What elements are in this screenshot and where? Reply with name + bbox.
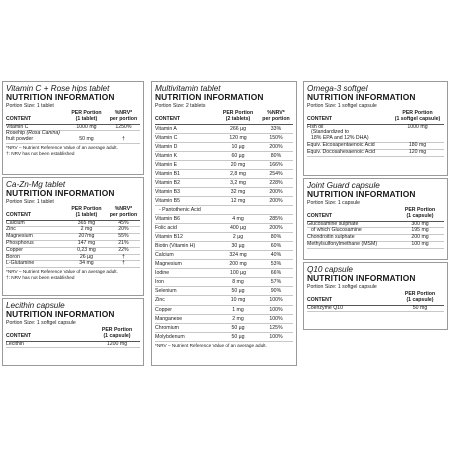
portion-size: Portion Size: 1 softgel capsule — [307, 103, 377, 109]
panel-multivitamin — [151, 81, 297, 366]
panel-joint-guard — [303, 178, 448, 260]
col-nrv: %NRV* per portion — [109, 110, 138, 122]
portion-size: Portion Size: 1 tablet — [6, 199, 54, 205]
portion-size: Portion Size: 1 capsule — [307, 200, 361, 206]
table-row: Vitamin B6 4 mg 285% — [155, 215, 293, 224]
table-row: Iron 8 mg 57% — [155, 278, 293, 287]
table-row: Methylsulfonylmethane (MSM) 100 mg — [307, 242, 444, 249]
table-row: Vitamin D 10 µg 200% — [155, 143, 293, 152]
table-row: Calcium 324 mg 40% — [155, 251, 293, 260]
table-row: Chondroitin sulphate 200 mg — [307, 235, 444, 242]
table-row: Copper 0,23 mg 22% — [6, 248, 140, 255]
table-row: Coenzyme Q10 50 mg — [307, 306, 444, 313]
table-row: of which Glucosamine 195 mg — [307, 228, 444, 235]
table-row: Vitamin A 266 µg 33% — [155, 125, 293, 134]
table-row: Magnesium 200 mg 53% — [155, 260, 293, 269]
table-body — [155, 125, 293, 342]
table-header — [6, 111, 140, 125]
table-row: Equiv. Docosahexaenoic Acid 120 mg — [307, 150, 444, 157]
table-row: Vitamin B2 3,2 mg 228% — [155, 179, 293, 188]
table-row: Zinc 10 mg 100% — [155, 296, 293, 305]
nutrition-table — [6, 111, 140, 144]
table-row: Copper 1 mg 100% — [155, 306, 293, 315]
footnote: *NRV – Nutrient Reference Value of an average adult. †: NRV has not been established — [6, 269, 118, 280]
table-row: Vitamin C 1000 mg 1250% — [6, 125, 140, 132]
panel-title: Vitamin C + Rose hips tablet — [6, 84, 110, 93]
table-row: Vitamin E 20 mg 166% — [155, 161, 293, 170]
table-header: CONTENT PER Portion (1 capsule) — [307, 292, 444, 306]
panel-title: Omega-3 softgel — [307, 84, 368, 93]
table-row: Vitamin C 120 mg 150% — [155, 134, 293, 143]
panel-heading: NUTRITION INFORMATION — [6, 92, 115, 102]
table-header: CONTENT PER Portion (1 capsule) — [6, 328, 140, 342]
col-content: CONTENT — [6, 115, 32, 122]
panel-omega-3 — [303, 81, 448, 176]
panel-heading: NUTRITION INFORMATION — [155, 92, 264, 102]
table-row: Selenium 50 µg 90% — [155, 287, 293, 296]
nutrition-table — [307, 111, 444, 157]
table-header: CONTENT PER Portion (1 capsule) — [307, 208, 444, 222]
table-row: Glucosamine sulphate 300 mg — [307, 222, 444, 229]
nutrition-table — [155, 111, 293, 342]
table-row: Vitamin B12 2 µg 80% — [155, 233, 293, 242]
table-row: Equiv. Eicosapentaenoic Acid 180 mg — [307, 143, 444, 150]
footnote: *NRV – Nutrient Reference Value of an average adult. †: NRV has not been established — [6, 144, 118, 156]
table-row: Vitamin B1 2,8 mg 254% — [155, 170, 293, 179]
panel-title: Joint Guard capsule — [307, 181, 380, 190]
nutrition-table — [307, 208, 444, 249]
nutrition-table — [307, 292, 444, 312]
table-row: Biotin (Vitamin H) 30 µg 60% — [155, 242, 293, 251]
table-row: Vitamin B3 32 mg 200% — [155, 188, 293, 197]
table-row: Boron 26 µg † — [6, 255, 140, 262]
portion-size: Portion Size: 1 softgel capsule — [6, 320, 76, 326]
nutrition-table — [6, 328, 140, 348]
panel-q10 — [303, 262, 448, 330]
portion-size: Portion Size: 1 tablet — [6, 103, 54, 109]
table-row: Molybdenum 50 µg 100% — [155, 333, 293, 342]
table-row: Chromium 50 µg 125% — [155, 324, 293, 333]
panel-heading: NUTRITION INFORMATION — [6, 309, 115, 319]
col-per-portion: PER Portion (1 tablet) — [71, 110, 102, 122]
table-row: L-Glutamine 34 mg † — [6, 261, 140, 268]
footnote: *NRV – Nutrient Reference Value of an average adult. — [155, 342, 267, 348]
panel-ca-zn-mg — [2, 177, 144, 296]
panel-heading: NUTRITION INFORMATION — [6, 188, 115, 198]
panel-lecithin — [2, 298, 144, 366]
panel-vitamin-c — [2, 81, 144, 175]
panel-title: Lecithin capsule — [6, 301, 65, 310]
panel-heading: NUTRITION INFORMATION — [307, 273, 416, 283]
table-row: Iodine 100 µg 66% — [155, 269, 293, 278]
table-row: Magnesium 207mg 55% — [6, 234, 140, 241]
portion-size: Portion Size: 1 softgel capsule — [307, 284, 377, 290]
table-row: Phosphorus 147 mg 21% — [6, 241, 140, 248]
table-header: CONTENT PER Portion (1 softgel capsule) — [307, 111, 444, 125]
portion-size: Portion Size: 2 tablets — [155, 103, 206, 109]
panel-heading: NUTRITION INFORMATION — [307, 92, 416, 102]
table-row: Vitamin K 60 µg 80% — [155, 152, 293, 161]
table-row: Lecithin 1200 mg — [6, 342, 140, 349]
table-row: Rosehip (Rosa Canina) fruit powder 50 mg † — [6, 131, 140, 144]
table-row: Calcium 365 mg 45% — [6, 221, 140, 228]
table-row: Vitamin B5 12 mg 200% — [155, 197, 293, 206]
nutrition-table — [6, 207, 140, 268]
table-header: CONTENT PER Portion (2 tablets) %NRV* per portion — [155, 111, 293, 125]
panel-title: Ca-Zn-Mg tablet — [6, 180, 66, 189]
table-row: Folic acid 400 µg 200% — [155, 224, 293, 233]
panel-title: Q10 capsule — [307, 265, 353, 274]
table-row: Manganese 2 mg 100% — [155, 315, 293, 324]
table-row: - Pantothenic Acid — [155, 206, 293, 215]
table-row: Fish oil (Standardized to 18% EPA and 12% DHA) 1000 mg — [307, 125, 444, 143]
table-row: Zinc 2 mg 20% — [6, 227, 140, 234]
panel-title: Multivitamin tablet — [155, 84, 221, 93]
panel-heading: NUTRITION INFORMATION — [307, 189, 416, 199]
table-header: CONTENT PER Portion (1 tablet) %NRV* per portion — [6, 207, 140, 221]
